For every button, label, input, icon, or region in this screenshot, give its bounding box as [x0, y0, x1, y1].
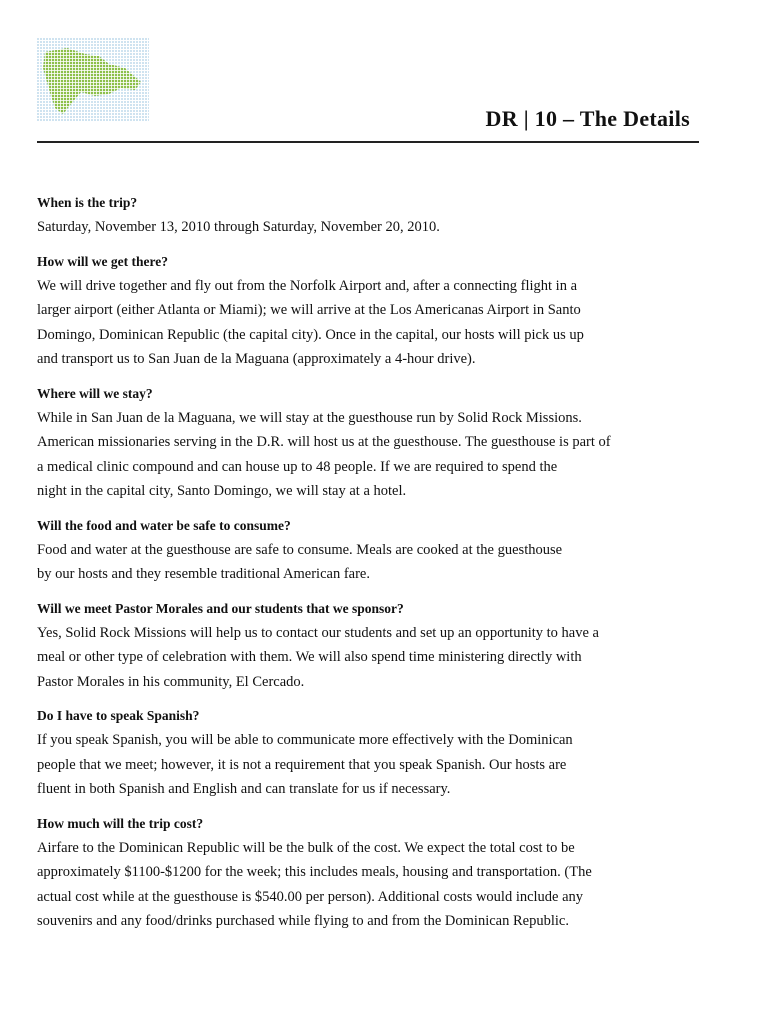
faq-section: [37, 814, 737, 934]
faq-answer: [37, 215, 737, 240]
faq-section: [37, 384, 737, 504]
faq-question: Do I have to speak Spanish?: [37, 708, 200, 723]
dominican-republic-map-icon: [37, 38, 149, 122]
faq-answer-line: by our hosts and they resemble traditional American fare.: [37, 566, 370, 582]
faq-question: How much will the trip cost?: [37, 815, 204, 831]
faq-answer-line: fluent in both Spanish and English and can translate for us if necessary.: [37, 781, 451, 797]
faq-question: Where will we stay?: [37, 385, 153, 401]
faq-question: Will we meet Pastor Morales and our students that we sponsor?: [37, 600, 404, 616]
faq-content: [37, 193, 737, 946]
faq-answer-line: While in San Juan de la Maguana, we will stay at the guesthouse run by Solid Rock Missions.: [37, 409, 582, 426]
faq-answer-line: and transport us to San Juan de la Maguana (approximately a 4-hour drive).: [37, 351, 476, 367]
faq-answer-line: souvenirs and any food/drinks purchased while flying to and from the Dominican Republic.: [37, 913, 569, 929]
faq-section: [37, 599, 737, 695]
title-divider: [37, 141, 699, 143]
faq-answer-line: Pastor Morales in his community, El Cercado.: [37, 673, 305, 690]
faq-answer-line: Airfare to the Dominican Republic will be the bulk of the cost. We expect the total cost to be: [37, 839, 575, 856]
faq-answer-line: people that we meet; however, it is not a requirement that you speak Spanish. Our hosts are: [37, 756, 567, 773]
faq-answer-line: meal or other type of celebration with them. We will also spend time ministering directly with: [37, 649, 582, 665]
faq-answer-line: approximately $1100-$1200 for the week; this includes meals, housing and transportation. (The: [37, 864, 592, 880]
faq-answer-line: Domingo, Dominican Republic (the capital city). Once in the capital, our hosts will pick us up: [37, 326, 584, 343]
faq-section: [37, 706, 737, 802]
faq-question: Will the food and water be safe to consume?: [37, 517, 291, 533]
faq-section: [37, 516, 737, 587]
faq-answer-line: If you speak Spanish, you will be able to communicate more effectively with the Dominican: [37, 732, 573, 748]
faq-question: How will we get there?: [37, 253, 168, 269]
faq-section: [37, 193, 737, 240]
faq-answer-line: a medical clinic compound and can house up to 48 people. If we are required to spend the: [37, 458, 558, 475]
faq-section: [37, 252, 737, 372]
faq-answer-line: Yes, Solid Rock Missions will help us to contact our students and set up an opportunity to have a: [37, 624, 599, 641]
page-title: DR | 10 – The Details: [485, 106, 690, 131]
faq-answer-line: Food and water at the guesthouse are safe to consume. Meals are cooked at the guesthouse: [37, 541, 563, 558]
faq-answer-line: larger airport (either Atlanta or Miami); we will arrive at the Los Americanas Airport in Santo: [37, 302, 581, 318]
faq-answer: [37, 406, 737, 504]
faq-answer-line: actual cost while at the guesthouse is $540.00 per person). Additional costs would include any: [37, 888, 584, 905]
faq-answer-line: American missionaries serving in the D.R. will host us at the guesthouse. The guesthouse is part of: [37, 434, 611, 450]
faq-answer: [37, 621, 737, 695]
faq-answer: [37, 538, 737, 587]
faq-question: When is the trip?: [37, 195, 138, 210]
faq-answer-line: Saturday, November 13, 2010 through Saturday, November 20, 2010.: [37, 219, 440, 235]
faq-answer: [37, 728, 737, 802]
faq-answer: [37, 274, 737, 372]
faq-answer: [37, 836, 737, 934]
faq-answer-line: night in the capital city, Santo Domingo, we will stay at a hotel.: [37, 483, 407, 499]
faq-answer-line: We will drive together and fly out from the Norfolk Airport and, after a connecting flight in a: [37, 277, 578, 294]
